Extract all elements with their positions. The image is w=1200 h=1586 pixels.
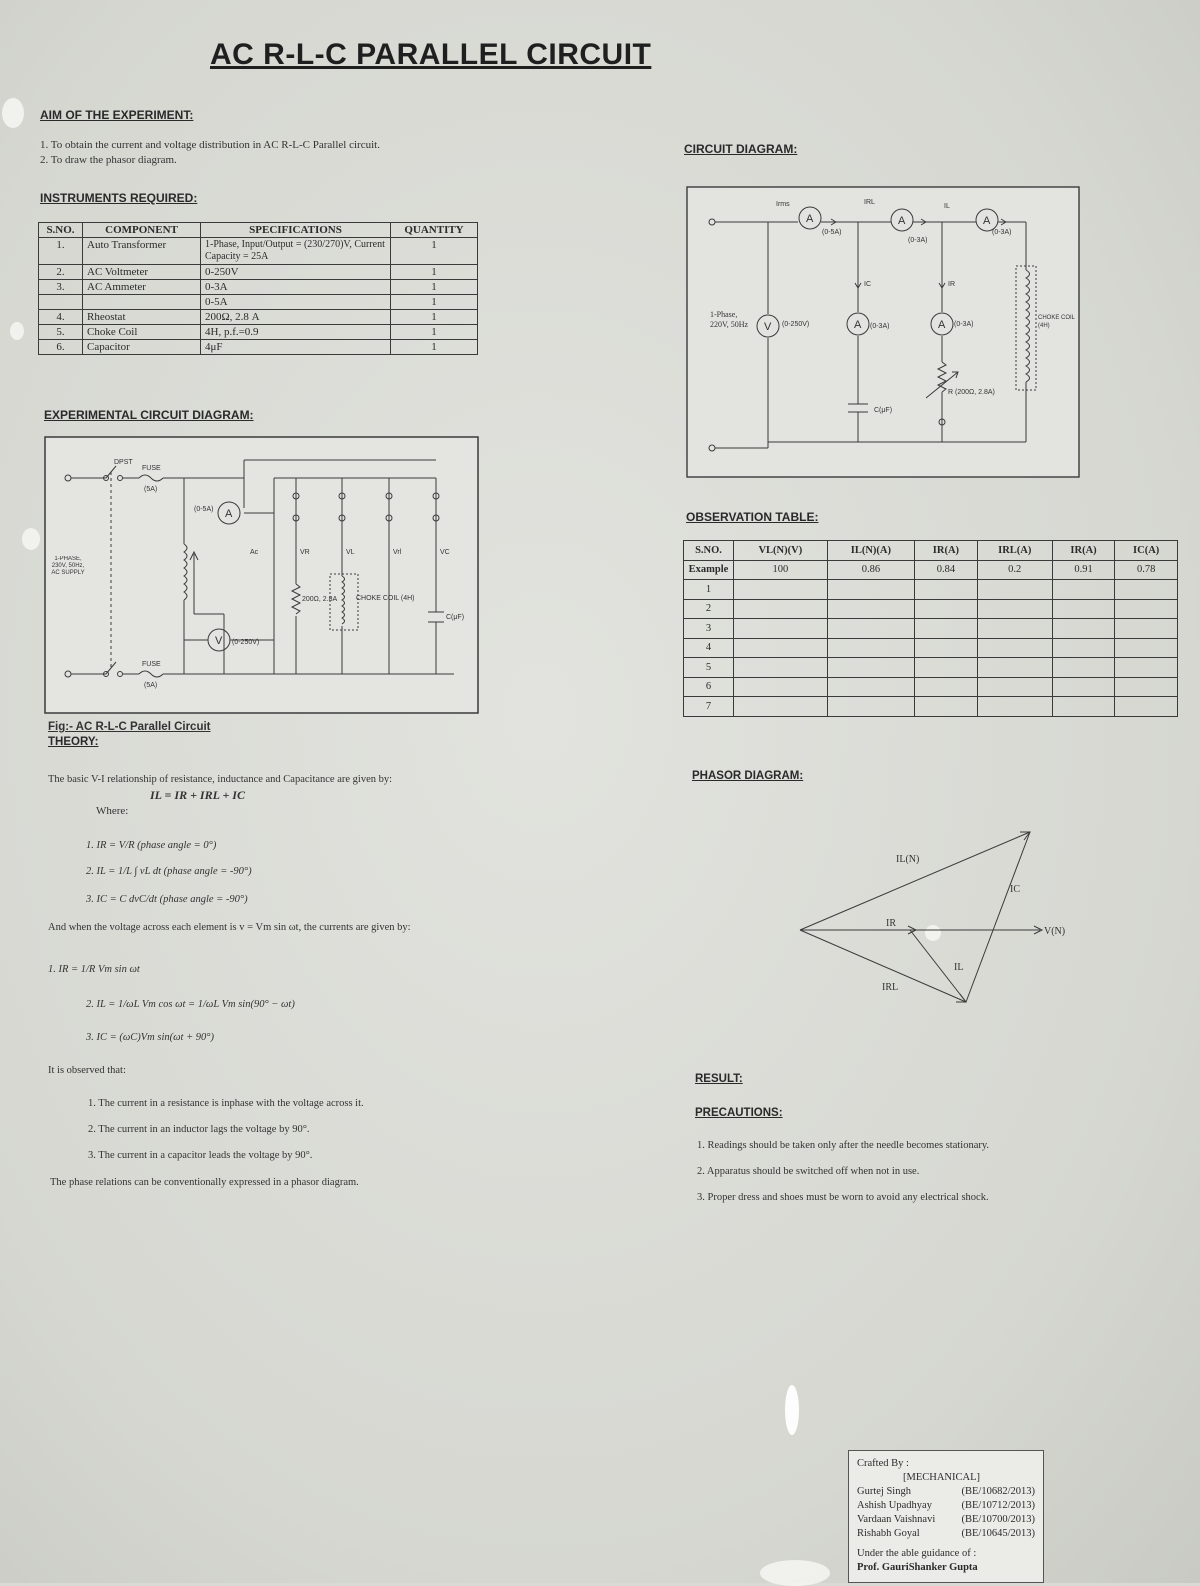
credit-row [857, 1485, 1035, 1499]
table-cell: AC Voltmeter [83, 265, 201, 280]
precaution-item: 3. Proper dress and shoes must be worn to avoid any electrical shock. [697, 1192, 989, 1203]
diagram-label: VL [346, 549, 355, 556]
member-id: (BE/10682/2013) [961, 1486, 1035, 1497]
table-cell: 0-3A [201, 280, 391, 295]
table-cell: 0.2 [977, 560, 1052, 580]
theory-equation: 3. IC = (ωC)Vm sin(ωt + 90°) [86, 1032, 214, 1043]
phasor-label: V(N) [1044, 926, 1066, 937]
credit-row [857, 1499, 1035, 1513]
glare-spot [2, 98, 24, 128]
diagram-label: A [854, 319, 862, 331]
table-row [39, 310, 478, 325]
table-cell: Capacitor [83, 340, 201, 355]
member-name: Ashish Upadhyay [857, 1500, 932, 1511]
department-label: [MECHANICAL] [903, 1472, 980, 1483]
diagram-label: (0-3A) [992, 229, 1012, 236]
theory-equation: 2. IL = 1/ωL Vm cos ωt = 1/ωL Vm sin(90° − ωt) [86, 999, 295, 1010]
professor-name: Prof. GauriShanker Gupta [857, 1562, 978, 1573]
table-row [684, 580, 1178, 600]
column-header: IC(A) [1115, 541, 1178, 561]
table-cell: Example [684, 560, 734, 580]
diagram-label: Irms [776, 201, 790, 208]
table-cell: AC Ammeter [83, 280, 201, 295]
table-cell: 4H, p.f.=0.9 [201, 325, 391, 340]
theory-observation: 3. The current in a capacitor leads the voltage by 90°. [88, 1150, 313, 1161]
table-cell: 0-5A [201, 295, 391, 310]
column-header: COMPONENT [83, 223, 201, 238]
diagram-label: (0-3A) [908, 237, 928, 244]
table-row [684, 560, 1178, 580]
phasor-label: IR [886, 918, 896, 929]
credit-row [857, 1527, 1035, 1541]
choke-label: CHOKE COIL (4H) [1038, 315, 1075, 329]
table-header-row [684, 541, 1178, 561]
diagram-label: DPST [114, 459, 133, 466]
column-header: IL(N)(A) [827, 541, 914, 561]
table-cell: 1-Phase, Input/Output = (230/270)V, Current Capacity = 25A [201, 238, 391, 265]
diagram-label: V [215, 635, 223, 647]
table-cell: 2 [684, 599, 734, 619]
table-cell: 5 [684, 658, 734, 678]
phasor-label: IC [1010, 884, 1020, 895]
aim-list [40, 138, 380, 168]
member-name: Vardaan Vaishnavi [857, 1514, 936, 1525]
member-name: Gurtej Singh [857, 1486, 911, 1497]
table-cell: 4μF [201, 340, 391, 355]
credit-row [857, 1513, 1035, 1527]
member-id: (BE/10645/2013) [961, 1528, 1035, 1539]
table-row [39, 280, 478, 295]
aim-item: 1. To obtain the current and voltage distribution in AC R-L-C Parallel circuit. [40, 139, 380, 151]
phasor-label: IL [954, 962, 964, 973]
diagram-label: (5A) [144, 486, 158, 493]
table-header-row [39, 223, 478, 238]
table-row [39, 340, 478, 355]
diagram-label: IR [948, 281, 955, 288]
table-row [684, 658, 1178, 678]
table-cell: 200Ω, 2.8 A [201, 310, 391, 325]
theory-closing: The phase relations can be conventionally expressed in a phasor diagram. [50, 1177, 359, 1188]
table-cell: 4. [39, 310, 83, 325]
theory-equation: 3. IC = C dvC/dt (phase angle = -90°) [86, 894, 248, 905]
theory-equation: 2. IL = 1/L ∫ vL dt (phase angle = -90°) [86, 866, 252, 877]
glare-spot [760, 1560, 830, 1586]
table-cell: 0.91 [1052, 560, 1115, 580]
table-row [684, 697, 1178, 717]
table-row [684, 638, 1178, 658]
diagram-label: V [764, 321, 772, 333]
credits-box [848, 1450, 1044, 1583]
glare-spot [785, 1385, 799, 1435]
diagram-label: C(μF) [446, 614, 465, 621]
diagram-label: (0-5A) [822, 229, 842, 236]
table-row [39, 238, 478, 265]
column-header: S.NO. [684, 541, 734, 561]
column-header: S.NO. [39, 223, 83, 238]
diagram-label: CHOKE COIL (4H) [356, 595, 415, 602]
precaution-item: 1. Readings should be taken only after the needle becomes stationary. [697, 1140, 990, 1151]
table-row [684, 599, 1178, 619]
theory-main-equation: IL = IR + IRL + IC [150, 788, 245, 802]
theory-equation: 1. IR = V/R (phase angle = 0°) [86, 840, 217, 851]
table-cell [83, 295, 201, 310]
aim-heading: AIM OF THE EXPERIMENT: [40, 108, 194, 122]
experimental-diagram-heading: EXPERIMENTAL CIRCUIT DIAGRAM: [44, 408, 254, 422]
table-cell: 1. [39, 238, 83, 265]
theory-intro: The basic V-I relationship of resistance, inductance and Capacitance are given by: [48, 774, 393, 785]
glare-spot [22, 528, 40, 550]
diagram-label: (0-3A) [870, 323, 890, 330]
table-cell: 1 [391, 265, 478, 280]
supply-label: 1-PHASE, 230V, 50Hz, AC SUPPLY [51, 556, 85, 576]
glare-spot [10, 322, 24, 340]
diagram-label: (5A) [144, 682, 158, 689]
table-cell: 6 [684, 677, 734, 697]
phasor-heading: PHASOR DIAGRAM: [692, 770, 804, 782]
circuit-diagram-heading: CIRCUIT DIAGRAM: [684, 142, 798, 156]
instruments-table [38, 222, 478, 355]
result-heading: RESULT: [695, 1073, 743, 1085]
table-cell: 0.84 [915, 560, 978, 580]
theory-equation: 1. IR = 1/R Vm sin ωt [48, 964, 140, 975]
table-cell: 5. [39, 325, 83, 340]
member-name: Rishabh Goyal [857, 1528, 920, 1539]
table-row [39, 265, 478, 280]
table-row [39, 325, 478, 340]
diagram-label: A [983, 215, 991, 227]
diagram-label: VC [440, 549, 450, 556]
diagram-label: FUSE [142, 465, 161, 472]
theory-where: Where: [96, 805, 129, 817]
diagram-label: VR [300, 549, 310, 556]
diagram-label: (0-5A) [194, 506, 214, 513]
table-cell: Choke Coil [83, 325, 201, 340]
theory-observation: 2. The current in an inductor lags the voltage by 90°. [88, 1124, 310, 1135]
theory-heading: THEORY: [48, 736, 99, 748]
instruments-heading: INSTRUMENTS REQUIRED: [40, 191, 198, 205]
theory-line-2: And when the voltage across each element is v = Vm sin ωt, the currents are given by: [48, 922, 411, 933]
diagram-label: FUSE [142, 661, 161, 668]
diagram-label: 200Ω, 2.8A [302, 596, 338, 603]
experimental-circuit-diagram [44, 436, 479, 714]
phasor-label: IRL [882, 982, 899, 993]
diagram-label: Vrl [393, 549, 402, 556]
column-header: QUANTITY [391, 223, 478, 238]
table-row [39, 295, 478, 310]
table-cell [39, 295, 83, 310]
theory-observation: 1. The current in a resistance is inphase with the voltage across it. [88, 1098, 364, 1109]
diagram-label: Ac [250, 549, 259, 556]
diagram-label: (0-3A) [954, 321, 974, 328]
diagram-label: A [225, 508, 233, 520]
table-cell: 2. [39, 265, 83, 280]
diagram-label: IC [864, 281, 871, 288]
table-cell: 6. [39, 340, 83, 355]
circuit-diagram [686, 186, 1080, 478]
table-cell: 1 [391, 280, 478, 295]
diagram-label: (0-250V) [782, 321, 810, 328]
observation-heading: OBSERVATION TABLE: [686, 510, 819, 524]
aim-item: 2. To draw the phasor diagram. [40, 154, 177, 166]
table-cell: 7 [684, 697, 734, 717]
table-cell: 0-250V [201, 265, 391, 280]
diagram-label: A [806, 213, 814, 225]
diagram-label: IRL [864, 199, 875, 206]
theory-observed: It is observed that: [48, 1065, 126, 1076]
table-row [684, 677, 1178, 697]
column-header: IR(A) [915, 541, 978, 561]
table-cell: 1 [391, 340, 478, 355]
column-header: IR(A) [1052, 541, 1115, 561]
precautions-heading: PRECAUTIONS: [695, 1107, 783, 1119]
table-cell: 3. [39, 280, 83, 295]
guidance-label: Under the able guidance of : [857, 1548, 977, 1559]
precaution-item: 2. Apparatus should be switched off when not in use. [697, 1166, 920, 1177]
table-cell: 1 [391, 325, 478, 340]
table-cell: 1 [391, 295, 478, 310]
table-cell: 1 [391, 238, 478, 265]
supply-label: 1-Phase, 220V, 50Hz [710, 310, 749, 329]
diagram-label: C(μF) [874, 407, 893, 414]
diagram-label: A [938, 319, 946, 331]
table-cell: Rheostat [83, 310, 201, 325]
table-cell: 0.86 [827, 560, 914, 580]
diagram-label: A [898, 215, 906, 227]
table-cell: 100 [734, 560, 828, 580]
table-row [684, 619, 1178, 639]
table-cell: 3 [684, 619, 734, 639]
table-cell: 1 [391, 310, 478, 325]
member-id: (BE/10712/2013) [961, 1500, 1035, 1511]
column-header: IRL(A) [977, 541, 1052, 561]
phasor-label: IL(N) [896, 854, 920, 865]
phasor-diagram [790, 820, 1090, 1020]
column-header: VL(N)(V) [734, 541, 828, 561]
observation-table [683, 540, 1178, 717]
table-cell: 0.78 [1115, 560, 1178, 580]
table-cell: Auto Transformer [83, 238, 201, 265]
diagram-label: (0-250V) [232, 639, 260, 646]
column-header: SPECIFICATIONS [201, 223, 391, 238]
table-cell: 4 [684, 638, 734, 658]
diagram-label: R (200Ω, 2.8A) [948, 389, 995, 396]
crafted-by-label: Crafted By : [857, 1458, 909, 1469]
diagram-label: IL [944, 203, 950, 210]
member-id: (BE/10700/2013) [961, 1514, 1035, 1525]
figure-caption: Fig:- AC R-L-C Parallel Circuit [48, 721, 211, 733]
table-cell: 1 [684, 580, 734, 600]
page-title: AC R-L-C PARALLEL CIRCUIT [210, 38, 652, 71]
